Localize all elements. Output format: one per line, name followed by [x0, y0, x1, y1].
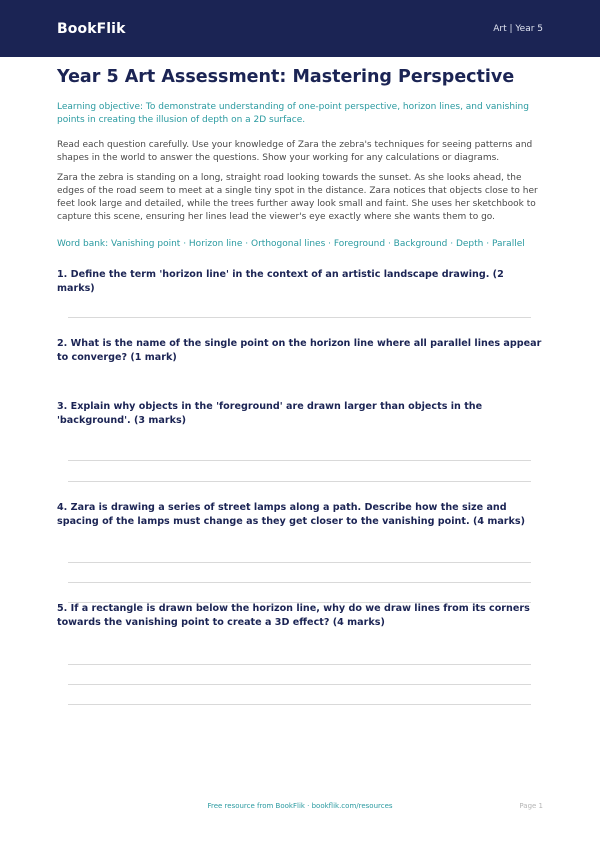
answer-line[interactable] [68, 704, 531, 705]
answer-line[interactable] [68, 481, 531, 482]
answer-line[interactable] [68, 562, 531, 563]
question-2: 2. What is the name of the single point on the horizon line where all parallel lines appear to converge? (1 mark) [57, 338, 542, 363]
footer-link[interactable]: Free resource from BookFlik · bookflik.com/resources [207, 802, 393, 810]
question-3: 3. Explain why objects in the 'foreground' are drawn larger than objects in the 'background'. (3 marks) [57, 401, 483, 426]
question-4: 4. Zara is drawing a series of street lamps along a path. Describe how the size and spacing of the lamps must change as they get closer to the vanishing point. (4 marks) [57, 502, 526, 527]
answer-line[interactable] [68, 317, 531, 318]
instructions-text: Read each question carefully. Use your knowledge of Zara the zebra's techniques for seeing patterns and shapes in the world to answer the questions. Show your working for any calculations or diagrams. [57, 140, 533, 163]
word-bank: Word bank: Vanishing point · Horizon line · Orthogonal lines · Foreground · Background · Depth · Parallel [57, 239, 525, 249]
breadcrumb: Art | Year 5 [493, 23, 543, 34]
question-1: 1. Define the term 'horizon line' in the context of an artistic landscape drawing. (2 marks) [57, 269, 504, 294]
learning-objective: Learning objective: To demonstrate understanding of one-point perspective, horizon lines, and vanishing points in creating the illusion of depth on a 2D surface. [57, 102, 529, 125]
page-number: Page 1 [519, 802, 543, 810]
answer-line[interactable] [68, 582, 531, 583]
page-title: Year 5 Art Assessment: Mastering Perspective [57, 67, 515, 87]
page-footer [0, 802, 600, 814]
brand-logo[interactable]: BookFlik [57, 20, 126, 37]
answer-line[interactable] [68, 460, 531, 461]
header-bar [0, 0, 600, 57]
answer-line[interactable] [68, 684, 531, 685]
answer-line[interactable] [68, 664, 531, 665]
question-5: 5. If a rectangle is drawn below the horizon line, why do we draw lines from its corners towards the vanishing point to create a 3D effect? (4 marks) [57, 603, 530, 628]
story-text: Zara the zebra is standing on a long, straight road looking towards the sunset. As she looks ahead, the edges of the road seem to meet at a single tiny spot in the distance. Zara notices that objects close to her feet look large and detailed, while the trees further away look small and faint. She uses her sketchbook to capture this scene, ensuring her lines lead the viewer's eye exactly where she wants them to go. [57, 173, 538, 222]
